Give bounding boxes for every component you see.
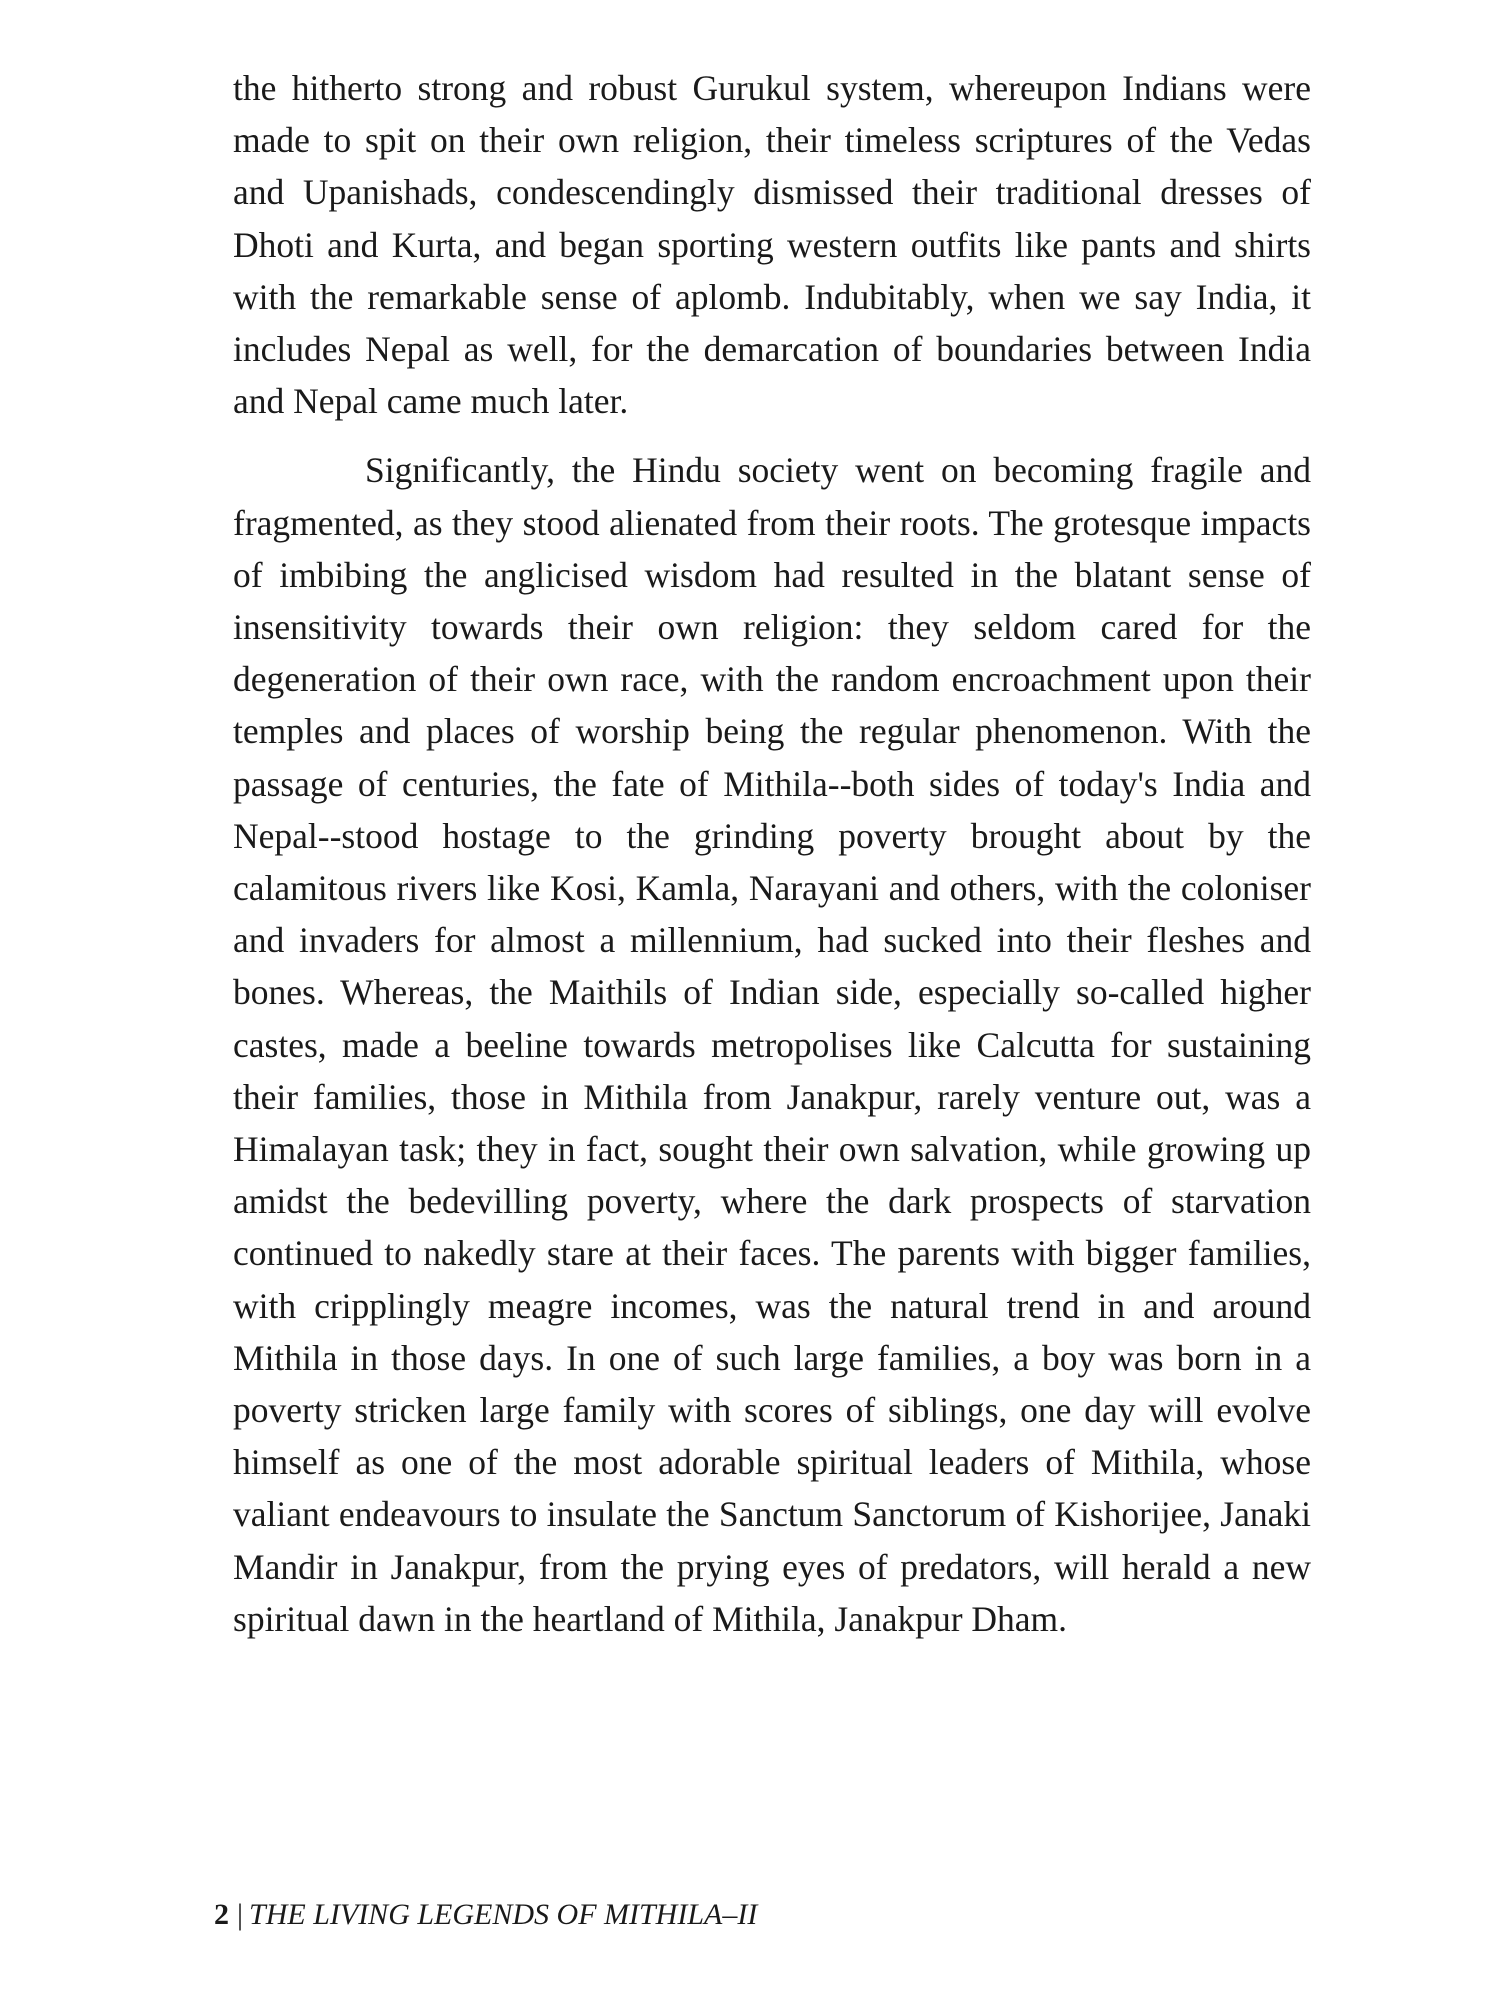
page-number: 2 [214, 1898, 229, 1931]
paragraph-continued: the hitherto strong and robust Gurukul system, whereupon Indians were made to spit on their own religion, their timeless scriptures of the Vedas and Upanishads, condescendingly dismissed their traditional dresses of Dhoti and Kurta, and began sporting western outfits like pants and shirts with the remarkable sense of aplomb. Indubitably, when we say India, it includes Nepal as well, for the demarcation of boundaries between India and Nepal came much later. [233, 68, 1311, 422]
page-footer [214, 1895, 757, 1935]
footer-separator: | [237, 1898, 244, 1931]
paragraph-main: Significantly, the Hindu society went on becoming fragile and fragmented, as they stood alienated from their roots. The grotesque impacts of imbibing the anglicised wisdom had resulted in the blatant sense of insensitivity towards their own religion: they seldom cared for the degeneration of their own race, with the random encroachment upon their temples and places of worship being the regular phenomenon. With the passage of centuries, the fate of Mithila--both sides of today's India and Nepal--stood hostage to the grinding poverty brought about by the calamitous rivers like Kosi, Kamla, Narayani and others, with the coloniser and invaders for almost a millennium, had sucked into their fleshes and bones. Whereas, the Maithils of Indian side, especially so-called higher castes, made a beeline towards metropolises like Calcutta for sustaining their families, those in Mithila from Janakpur, rarely venture out, was a Himalayan task; they in fact, sought their own salvation, while growing up amidst the bedevilling poverty, where the dark prospects of starvation continued to nakedly stare at their faces. The parents with bigger families, with cripplingly meagre incomes, was the natural trend in and around Mithila in those days. In one of such large families, a boy was born in a poverty stricken large family with scores of siblings, one day will evolve himself as one of the most adorable spiritual leaders of Mithila, whose valiant endeavours to insulate the Sanctum Sanctorum of Kishorijee, Janaki Mandir in Janakpur, from the prying eyes of predators, will herald a new spiritual dawn in the heartland of Mithila, Janakpur Dham. [233, 450, 1311, 1639]
body-text [233, 62, 1311, 1645]
running-title: THE LIVING LEGENDS OF MITHILA–II [249, 1898, 758, 1931]
